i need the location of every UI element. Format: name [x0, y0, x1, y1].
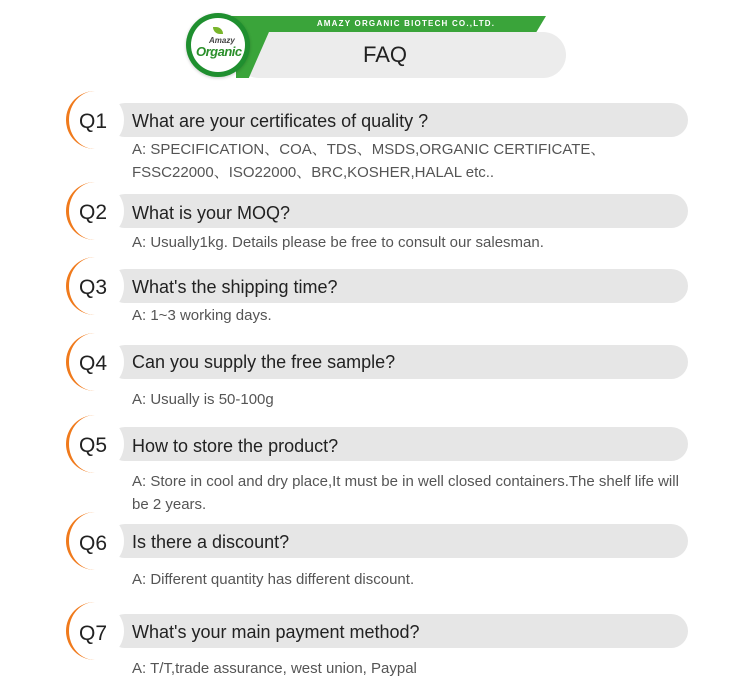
question-number: Q1	[79, 110, 108, 133]
question-text: What's the shipping time?	[132, 277, 338, 297]
answer-text: A: SPECIFICATION、COA、TDS、MSDS,ORGANIC CERTIFICATE、FSSC22000、ISO22000、BRC,KOSHER,HALAL etc..	[132, 141, 606, 181]
answer-text: A: 1~3 working days.	[132, 307, 272, 324]
answer-text: A: Usually1kg. Details please be free to consult our salesman.	[132, 234, 544, 251]
question-text: Is there a discount?	[132, 532, 290, 552]
question-number: Q5	[79, 434, 108, 457]
question-number: Q4	[79, 352, 108, 375]
question-number: Q2	[79, 201, 108, 224]
answer-text: A: Store in cool and dry place,It must be in well closed containers.The shelf life will be 2 years.	[132, 473, 679, 513]
question-text: How to store the product?	[132, 436, 339, 456]
page-title: FAQ	[362, 42, 407, 67]
logo-text-organic: Organic	[196, 44, 242, 59]
brand-logo	[186, 13, 250, 77]
answer-text: A: Usually is 50-100g	[132, 391, 274, 408]
leaf-icon	[213, 27, 223, 34]
question-number: Q7	[79, 622, 108, 645]
question-text: What's your main payment method?	[132, 622, 420, 642]
logo-text-amazy: Amazy	[209, 36, 235, 45]
question-text: What are your certificates of quality ?	[132, 111, 429, 131]
answer-text: A: Different quantity has different discount.	[132, 571, 415, 588]
question-text: What is your MOQ?	[132, 203, 291, 223]
company-name: AMAZY ORGANIC BIOTECH CO.,LTD.	[316, 19, 496, 28]
question-text: Can you supply the free sample?	[132, 352, 396, 372]
answer-text: A: T/T,trade assurance, west union, Paypal	[132, 660, 417, 677]
question-number: Q6	[79, 532, 108, 555]
faq-header	[0, 0, 750, 90]
question-number: Q3	[79, 276, 108, 299]
